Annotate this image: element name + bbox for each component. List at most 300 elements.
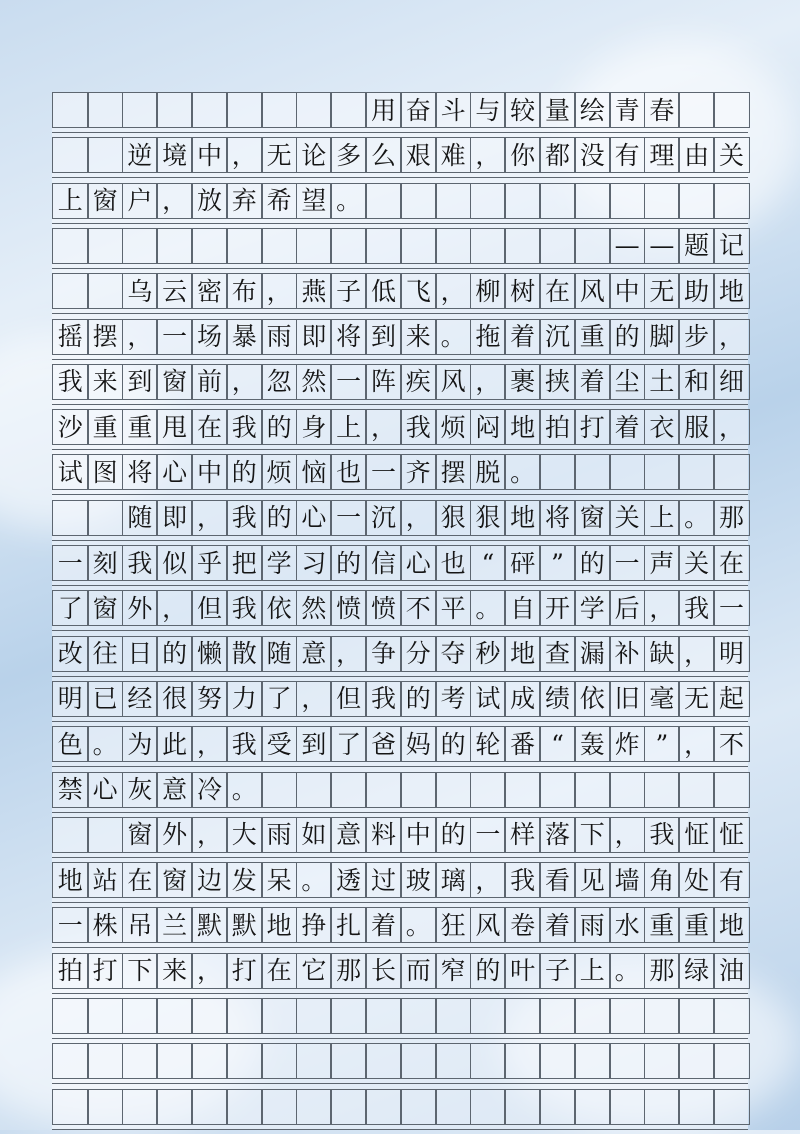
- grid-cell: [365, 545, 402, 581]
- grid-character: 子: [336, 276, 362, 306]
- grid-cell: [574, 907, 611, 943]
- grid-cell: [678, 92, 715, 128]
- grid-character: 地: [718, 276, 744, 306]
- grid-character: 甩: [162, 412, 188, 442]
- grid-cell: [609, 1089, 646, 1125]
- grid-cell: [226, 273, 263, 309]
- grid-character: 关: [718, 140, 744, 170]
- grid-character: 而: [405, 956, 431, 986]
- grid-cell: [470, 454, 507, 490]
- grid-cell: [713, 364, 750, 400]
- grid-cell: [644, 817, 681, 853]
- grid-cell: [156, 454, 193, 490]
- grid-character: 忽: [266, 367, 292, 397]
- grid-character: 挟: [544, 367, 570, 397]
- grid-character: 受: [266, 729, 292, 759]
- grid-cell: [644, 183, 681, 219]
- grid-character: 即: [162, 503, 188, 533]
- grid-character: 似: [162, 548, 188, 578]
- grid-character: 下: [127, 956, 153, 986]
- grid-cell: [539, 998, 576, 1034]
- grid-cell: [574, 228, 611, 264]
- grid-character: 心: [301, 503, 327, 533]
- grid-cell: [470, 817, 507, 853]
- grid-cell: [52, 907, 89, 943]
- grid-character: 窗: [127, 820, 153, 850]
- grid-cell: [296, 726, 333, 762]
- grid-character: 看: [544, 865, 570, 895]
- grid-cell: [504, 409, 541, 445]
- grid-character: 。: [301, 865, 327, 895]
- grid-cell: [226, 545, 263, 581]
- grid-character: ，: [475, 865, 501, 895]
- essay-text-row: [52, 862, 748, 907]
- grid-character: 分: [405, 639, 431, 669]
- grid-cell: [191, 545, 228, 581]
- grid-character: 的: [231, 457, 257, 487]
- grid-character: 的: [475, 956, 501, 986]
- grid-cell: [330, 183, 367, 219]
- grid-cell: [52, 1089, 89, 1125]
- grid-cell: [226, 907, 263, 943]
- grid-character: 乎: [196, 548, 222, 578]
- grid-character: 为: [127, 729, 153, 759]
- grid-character: 。: [510, 457, 536, 487]
- grid-character: 默: [231, 910, 257, 940]
- grid-cell: [644, 953, 681, 989]
- grid-character: 着: [510, 322, 536, 351]
- grid-cell: [52, 590, 89, 626]
- grid-cell: [156, 228, 193, 264]
- grid-cell: [87, 500, 124, 536]
- grid-cell: [574, 726, 611, 762]
- grid-character: 。: [92, 729, 118, 759]
- grid-cell: [52, 137, 89, 173]
- grid-character: 来: [162, 956, 188, 986]
- grid-cell: [330, 681, 367, 717]
- grid-character: 烦: [266, 457, 292, 487]
- grid-cell: [365, 500, 402, 536]
- grid-cell: [52, 92, 89, 128]
- grid-cell: [226, 454, 263, 490]
- grid-character: 脚: [649, 322, 675, 351]
- grid-cell: [574, 590, 611, 626]
- grid-cell: [609, 228, 646, 264]
- grid-cell: [435, 1043, 472, 1079]
- essay-text-row: [52, 319, 748, 364]
- grid-cell: [87, 681, 124, 717]
- grid-cell: [122, 862, 159, 898]
- grid-character: 着: [370, 910, 396, 940]
- grid-cell: [713, 998, 750, 1034]
- grid-character: 风: [475, 910, 501, 940]
- grid-cell: [504, 92, 541, 128]
- grid-character: 心: [92, 775, 118, 804]
- grid-cell: [330, 862, 367, 898]
- grid-character: 已: [92, 684, 118, 714]
- grid-cell: [52, 273, 89, 309]
- essay-text-row: [52, 545, 748, 590]
- grid-cell: [122, 545, 159, 581]
- grid-cell: [87, 137, 124, 173]
- grid-cell: [470, 545, 507, 581]
- grid-cell: [504, 1089, 541, 1125]
- grid-cell: [504, 364, 541, 400]
- grid-cell: [365, 319, 402, 355]
- grid-character: 关: [684, 548, 710, 578]
- grid-cell: [504, 953, 541, 989]
- grid-character: 我: [231, 503, 257, 533]
- grid-cell: [470, 92, 507, 128]
- grid-cell: [678, 545, 715, 581]
- grid-cell: [261, 319, 298, 355]
- grid-cell: [52, 817, 89, 853]
- grid-cell: [330, 92, 367, 128]
- grid-character: 不: [405, 593, 431, 623]
- grid-character: 细: [718, 367, 744, 397]
- grid-cell: [296, 998, 333, 1034]
- grid-cell: [539, 364, 576, 400]
- row-spacer-line: [52, 812, 748, 813]
- grid-character: 我: [127, 548, 153, 578]
- grid-character: 都: [544, 140, 570, 170]
- grid-character: 平: [440, 593, 466, 623]
- grid-cell: [574, 183, 611, 219]
- grid-character: 旧: [614, 684, 640, 714]
- essay-text-row: [52, 953, 748, 998]
- grid-cell: [470, 183, 507, 219]
- grid-cell: [713, 454, 750, 490]
- grid-cell: [609, 409, 646, 445]
- grid-character: 发: [231, 865, 257, 895]
- grid-character: 斗: [440, 95, 466, 125]
- grid-cell: [122, 319, 159, 355]
- grid-cell: [296, 907, 333, 943]
- grid-cell: [330, 273, 367, 309]
- essay-text-row: [52, 273, 748, 318]
- grid-character: 。: [684, 503, 710, 533]
- grid-cell: [435, 319, 472, 355]
- grid-character: 风: [579, 276, 605, 306]
- grid-character: 。: [336, 186, 362, 216]
- grid-character: 墙: [614, 865, 640, 895]
- grid-cell: [296, 636, 333, 672]
- grid-character: 逆: [127, 140, 153, 170]
- grid-cell: [504, 500, 541, 536]
- grid-character: 树: [510, 276, 536, 306]
- grid-cell: [574, 545, 611, 581]
- grid-cell: [191, 681, 228, 717]
- grid-cell: [365, 1043, 402, 1079]
- grid-character: ，: [718, 322, 744, 351]
- grid-cell: [574, 364, 611, 400]
- grid-character: ”: [551, 548, 564, 578]
- essay-text-row: [52, 817, 748, 862]
- essay-text-row: [52, 726, 748, 771]
- essay-text-row: [52, 681, 748, 726]
- grid-character: 助: [684, 276, 710, 306]
- grid-character: 有: [718, 865, 744, 895]
- grid-character: 水: [614, 910, 640, 940]
- grid-cell: [644, 862, 681, 898]
- grid-character: 绩: [544, 684, 570, 714]
- grid-cell: [191, 183, 228, 219]
- grid-cell: [644, 998, 681, 1034]
- essay-text-row: [52, 1089, 748, 1134]
- grid-cell: [504, 726, 541, 762]
- grid-cell: [87, 273, 124, 309]
- grid-cell: [365, 817, 402, 853]
- grid-character: 考: [440, 684, 466, 714]
- grid-cell: [609, 137, 646, 173]
- grid-cell: [330, 545, 367, 581]
- grid-cell: [678, 228, 715, 264]
- grid-character: 散: [231, 639, 257, 669]
- grid-cell: [87, 998, 124, 1034]
- grid-cell: [191, 726, 228, 762]
- grid-cell: [365, 953, 402, 989]
- grid-character: 理: [649, 140, 675, 170]
- grid-cell: [52, 726, 89, 762]
- grid-cell: [156, 500, 193, 536]
- grid-character: 低: [370, 276, 396, 306]
- grid-character: 风: [440, 367, 466, 397]
- row-spacer-line: [52, 177, 748, 178]
- grid-character: 重: [649, 910, 675, 940]
- grid-character: 把: [231, 548, 257, 578]
- grid-character: 服: [684, 412, 710, 442]
- grid-character: 到: [370, 322, 396, 351]
- grid-cell: [156, 726, 193, 762]
- grid-cell: [574, 319, 611, 355]
- grid-cell: [87, 590, 124, 626]
- grid-character: 你: [510, 140, 536, 170]
- row-spacer-line: [52, 1129, 748, 1130]
- grid-cell: [609, 681, 646, 717]
- grid-cell: [435, 681, 472, 717]
- grid-character: 沉: [370, 503, 396, 533]
- grid-character: ，: [440, 276, 466, 306]
- grid-cell: [435, 545, 472, 581]
- grid-character: 刻: [92, 548, 118, 578]
- grid-cell: [226, 1043, 263, 1079]
- grid-character: 如: [301, 820, 327, 850]
- grid-cell: [261, 772, 298, 808]
- grid-character: 由: [684, 140, 710, 170]
- grid-cell: [226, 409, 263, 445]
- grid-character: 尘: [614, 367, 640, 397]
- grid-cell: [365, 636, 402, 672]
- grid-cell: [539, 409, 576, 445]
- grid-character: 的: [266, 503, 292, 533]
- grid-cell: [296, 364, 333, 400]
- grid-cell: [261, 907, 298, 943]
- grid-cell: [470, 590, 507, 626]
- grid-cell: [713, 772, 750, 808]
- grid-character: 开: [544, 593, 570, 623]
- grid-character: 重: [92, 412, 118, 442]
- grid-character: 与: [475, 95, 501, 125]
- grid-character: 春: [649, 95, 675, 125]
- grid-cell: [470, 907, 507, 943]
- grid-cell: [644, 364, 681, 400]
- grid-cell: [365, 137, 402, 173]
- grid-character: 题: [684, 231, 710, 261]
- grid-character: 油: [718, 956, 744, 986]
- grid-character: 到: [301, 729, 327, 759]
- grid-cell: [330, 907, 367, 943]
- grid-cell: [122, 590, 159, 626]
- grid-cell: [470, 998, 507, 1034]
- grid-cell: [400, 817, 437, 853]
- grid-cell: [400, 364, 437, 400]
- grid-cell: [261, 273, 298, 309]
- grid-character: 。: [231, 775, 257, 804]
- grid-cell: [470, 319, 507, 355]
- grid-cell: [400, 273, 437, 309]
- grid-character: 窗: [579, 503, 605, 533]
- grid-cell: [713, 1043, 750, 1079]
- grid-character: “: [481, 548, 495, 578]
- grid-cell: [644, 772, 681, 808]
- grid-cell: [400, 500, 437, 536]
- grid-cell: [435, 364, 472, 400]
- grid-character: 场: [196, 322, 222, 351]
- grid-cell: [261, 998, 298, 1034]
- grid-character: 番: [510, 729, 536, 759]
- grid-cell: [504, 1043, 541, 1079]
- grid-character: 布: [231, 276, 257, 306]
- grid-cell: [261, 454, 298, 490]
- grid-cell: [226, 364, 263, 400]
- grid-cell: [574, 681, 611, 717]
- grid-cell: [87, 409, 124, 445]
- grid-cell: [678, 817, 715, 853]
- grid-cell: [52, 183, 89, 219]
- grid-character: 我: [57, 367, 83, 397]
- grid-cell: [191, 1043, 228, 1079]
- grid-cell: [122, 1043, 159, 1079]
- grid-cell: [713, 409, 750, 445]
- row-spacer-line: [52, 630, 748, 631]
- grid-cell: [435, 862, 472, 898]
- grid-cell: [400, 409, 437, 445]
- grid-character: 落: [544, 820, 570, 850]
- grid-cell: [330, 998, 367, 1034]
- grid-character: 我: [405, 412, 431, 442]
- grid-cell: [365, 726, 402, 762]
- grid-cell: [539, 500, 576, 536]
- grid-cell: [574, 772, 611, 808]
- grid-character: ，: [196, 956, 222, 986]
- grid-character: 我: [231, 412, 257, 442]
- grid-cell: [574, 953, 611, 989]
- grid-character: 着: [579, 367, 605, 397]
- row-spacer-line: [52, 313, 748, 314]
- essay-text-row: [52, 137, 748, 182]
- grid-character: 此: [162, 729, 188, 759]
- grid-cell: [156, 772, 193, 808]
- grid-cell: [644, 228, 681, 264]
- grid-cell: [296, 545, 333, 581]
- grid-cell: [539, 273, 576, 309]
- grid-character: 户: [127, 186, 153, 216]
- grid-character: 灰: [127, 775, 153, 804]
- grid-character: 的: [162, 639, 188, 669]
- grid-cell: [713, 862, 750, 898]
- row-spacer-line: [52, 268, 748, 269]
- grid-cell: [539, 1043, 576, 1079]
- grid-cell: [713, 137, 750, 173]
- grid-character: 一: [718, 593, 744, 623]
- grid-cell: [261, 137, 298, 173]
- grid-character: 料: [370, 820, 396, 850]
- grid-cell: [52, 545, 89, 581]
- grid-character: 乌: [127, 276, 153, 306]
- grid-cell: [122, 364, 159, 400]
- grid-cell: [296, 1043, 333, 1079]
- grid-cell: [122, 228, 159, 264]
- grid-cell: [435, 500, 472, 536]
- grid-cell: [678, 500, 715, 536]
- grid-cell: [678, 183, 715, 219]
- grid-cell: [678, 998, 715, 1034]
- grid-character: 一: [336, 367, 362, 397]
- grid-cell: [435, 137, 472, 173]
- grid-cell: [470, 772, 507, 808]
- grid-cell: [504, 862, 541, 898]
- grid-cell: [156, 137, 193, 173]
- grid-cell: [87, 772, 124, 808]
- grid-character: —: [614, 231, 640, 261]
- grid-cell: [226, 726, 263, 762]
- grid-cell: [470, 1089, 507, 1125]
- grid-cell: [122, 772, 159, 808]
- grid-cell: [400, 1043, 437, 1079]
- grid-cell: [52, 681, 89, 717]
- grid-cell: [470, 862, 507, 898]
- grid-cell: [261, 1043, 298, 1079]
- grid-cell: [713, 1089, 750, 1125]
- grid-character: 地: [57, 865, 83, 895]
- grid-character: 玻: [405, 865, 431, 895]
- grid-character: 土: [649, 367, 675, 397]
- grid-character: 我: [684, 593, 710, 623]
- grid-cell: [713, 500, 750, 536]
- grid-cell: [574, 636, 611, 672]
- grid-character: 扎: [336, 910, 362, 940]
- grid-character: 那: [336, 956, 362, 986]
- grid-character: 一: [614, 548, 640, 578]
- grid-character: 学: [579, 593, 605, 623]
- grid-cell: [713, 726, 750, 762]
- grid-cell: [539, 1089, 576, 1125]
- grid-character: 暴: [231, 322, 257, 351]
- grid-cell: [52, 953, 89, 989]
- grid-character: 摆: [440, 457, 466, 487]
- grid-character: 明: [718, 639, 744, 669]
- grid-cell: [644, 545, 681, 581]
- grid-cell: [644, 500, 681, 536]
- grid-character: 没: [579, 140, 605, 170]
- grid-cell: [365, 364, 402, 400]
- grid-cell: [365, 273, 402, 309]
- grid-cell: [539, 319, 576, 355]
- grid-cell: [191, 273, 228, 309]
- grid-cell: [156, 1043, 193, 1079]
- grid-cell: [365, 590, 402, 626]
- grid-cell: [539, 545, 576, 581]
